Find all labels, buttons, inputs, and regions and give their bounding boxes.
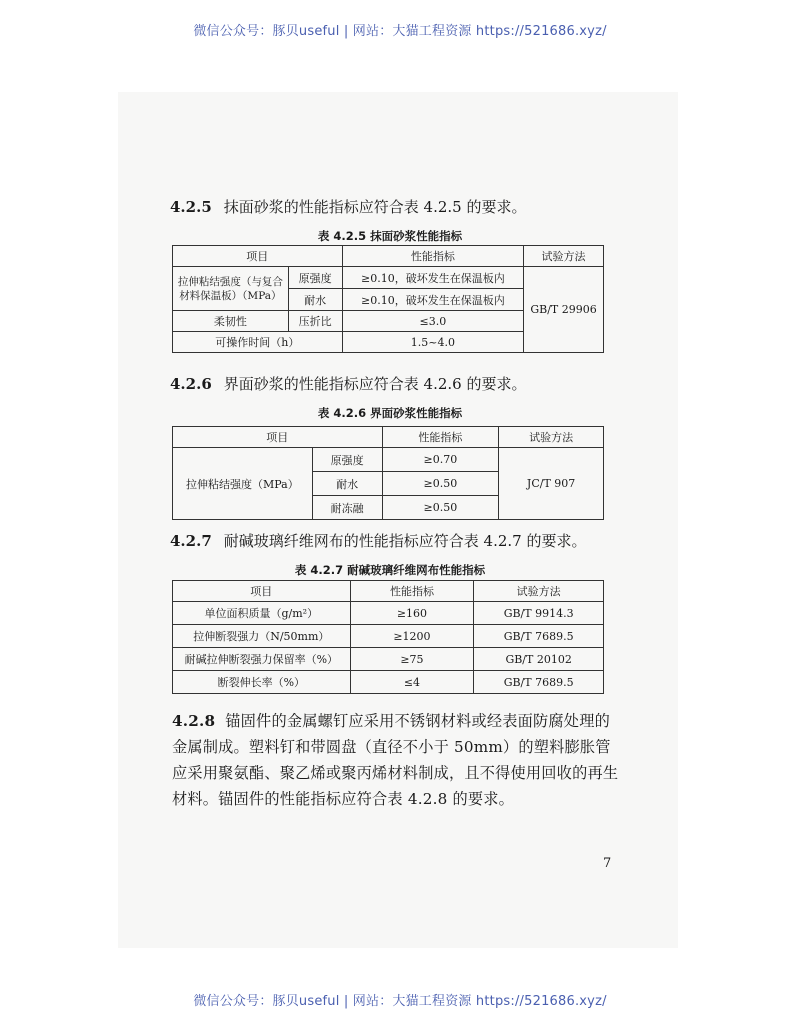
row-tensile-water-value: ≥0.10，破坏发生在保温板内 bbox=[342, 289, 524, 311]
row-freeze-sub: 耐冻融 bbox=[312, 496, 382, 520]
row-value: ≥75 bbox=[350, 648, 474, 671]
row-item: 断裂伸长率（%） bbox=[173, 671, 351, 694]
table-4-2-5-title: 表 4.2.5 抹面砂浆性能指标 bbox=[317, 229, 463, 243]
table-row bbox=[173, 625, 604, 648]
row-method: GB/T 20102 bbox=[474, 648, 604, 671]
section-number: 4.2.5 bbox=[170, 198, 212, 216]
row-worktime-value: 1.5~4.0 bbox=[342, 332, 524, 353]
header-item: 项目 bbox=[173, 581, 351, 602]
row-freeze-value: ≥0.50 bbox=[382, 496, 499, 520]
row-flex-label: 柔韧性 bbox=[173, 311, 289, 332]
page-number: 7 bbox=[603, 856, 612, 871]
section-number: 4.2.7 bbox=[170, 532, 212, 550]
section-4-2-8-paragraph bbox=[172, 708, 620, 812]
row-tensile-original-sub: 原强度 bbox=[288, 267, 342, 289]
section-text: 耐碱玻璃纤维网布的性能指标应符合表 4.2.7 的要求。 bbox=[223, 532, 587, 550]
row-method: GB/T 7689.5 bbox=[474, 625, 604, 648]
row-item: 耐碱拉伸断裂强力保留率（%） bbox=[173, 648, 351, 671]
table-4-2-6 bbox=[172, 426, 604, 520]
section-4-2-5-heading bbox=[170, 196, 526, 217]
section-number: 4.2.8 bbox=[172, 712, 216, 730]
table-4-2-7 bbox=[172, 580, 604, 694]
header-method: 试验方法 bbox=[474, 581, 604, 602]
method-cell: JC/T 907 bbox=[499, 448, 604, 520]
row-item: 单位面积质量（g/m²） bbox=[173, 602, 351, 625]
row-flex-value: ≤3.0 bbox=[342, 311, 524, 332]
row-original-sub: 原强度 bbox=[312, 448, 382, 472]
document-page bbox=[118, 92, 678, 948]
table-4-2-6-title: 表 4.2.6 界面砂浆性能指标 bbox=[317, 406, 463, 420]
section-text: 锚固件的金属螺钉应采用不锈钢材料或经表面防腐处理的金属制成。塑料钉和带圆盘（直径不小于 50mm）的塑料膨胀管应采用聚氨酯、聚乙烯或聚丙烯材料制成，且不得使用回收的再生材料。锚固件的性能指标应符合表 4.2.8 的要求。 bbox=[172, 712, 619, 808]
row-value: ≥1200 bbox=[350, 625, 474, 648]
header-item: 项目 bbox=[173, 427, 383, 448]
section-number: 4.2.6 bbox=[170, 375, 212, 393]
section-4-2-7-heading bbox=[170, 530, 586, 551]
row-water-sub: 耐水 bbox=[312, 472, 382, 496]
table-row bbox=[173, 602, 604, 625]
row-tensile-label: 拉伸粘结强度（MPa） bbox=[173, 448, 313, 520]
table-row bbox=[173, 671, 604, 694]
section-text: 抹面砂浆的性能指标应符合表 4.2.5 的要求。 bbox=[223, 198, 527, 216]
header-method: 试验方法 bbox=[524, 246, 604, 267]
header-value: 性能指标 bbox=[350, 581, 474, 602]
table-row bbox=[173, 648, 604, 671]
row-flex-sub: 压折比 bbox=[288, 311, 342, 332]
row-method: GB/T 9914.3 bbox=[474, 602, 604, 625]
watermark-bottom: 微信公众号：豚贝useful | 网站：大猫工程资源 https://521686.xyz/ bbox=[193, 994, 607, 1009]
row-water-value: ≥0.50 bbox=[382, 472, 499, 496]
row-value: ≥160 bbox=[350, 602, 474, 625]
row-tensile-original-value: ≥0.10，破坏发生在保温板内 bbox=[342, 267, 524, 289]
row-method: GB/T 7689.5 bbox=[474, 671, 604, 694]
method-cell: GB/T 29906 bbox=[524, 267, 604, 353]
header-item: 项目 bbox=[173, 246, 343, 267]
watermark-top: 微信公众号：豚贝useful | 网站：大猫工程资源 https://521686.xyz/ bbox=[193, 24, 607, 39]
row-item: 拉伸断裂强力（N/50mm） bbox=[173, 625, 351, 648]
table-4-2-7-title: 表 4.2.7 耐碱玻璃纤维网布性能指标 bbox=[294, 563, 486, 577]
row-original-value: ≥0.70 bbox=[382, 448, 499, 472]
header-method: 试验方法 bbox=[499, 427, 604, 448]
row-tensile-water-sub: 耐水 bbox=[288, 289, 342, 311]
section-text: 界面砂浆的性能指标应符合表 4.2.6 的要求。 bbox=[223, 375, 527, 393]
row-worktime-label: 可操作时间（h） bbox=[173, 332, 343, 353]
header-value: 性能指标 bbox=[382, 427, 499, 448]
header-value: 性能指标 bbox=[342, 246, 524, 267]
row-value: ≤4 bbox=[350, 671, 474, 694]
table-4-2-5 bbox=[172, 245, 604, 353]
section-4-2-6-heading bbox=[170, 373, 526, 394]
row-tensile-label: 拉伸粘结强度（与复合材料保温板）（MPa） bbox=[173, 267, 289, 311]
